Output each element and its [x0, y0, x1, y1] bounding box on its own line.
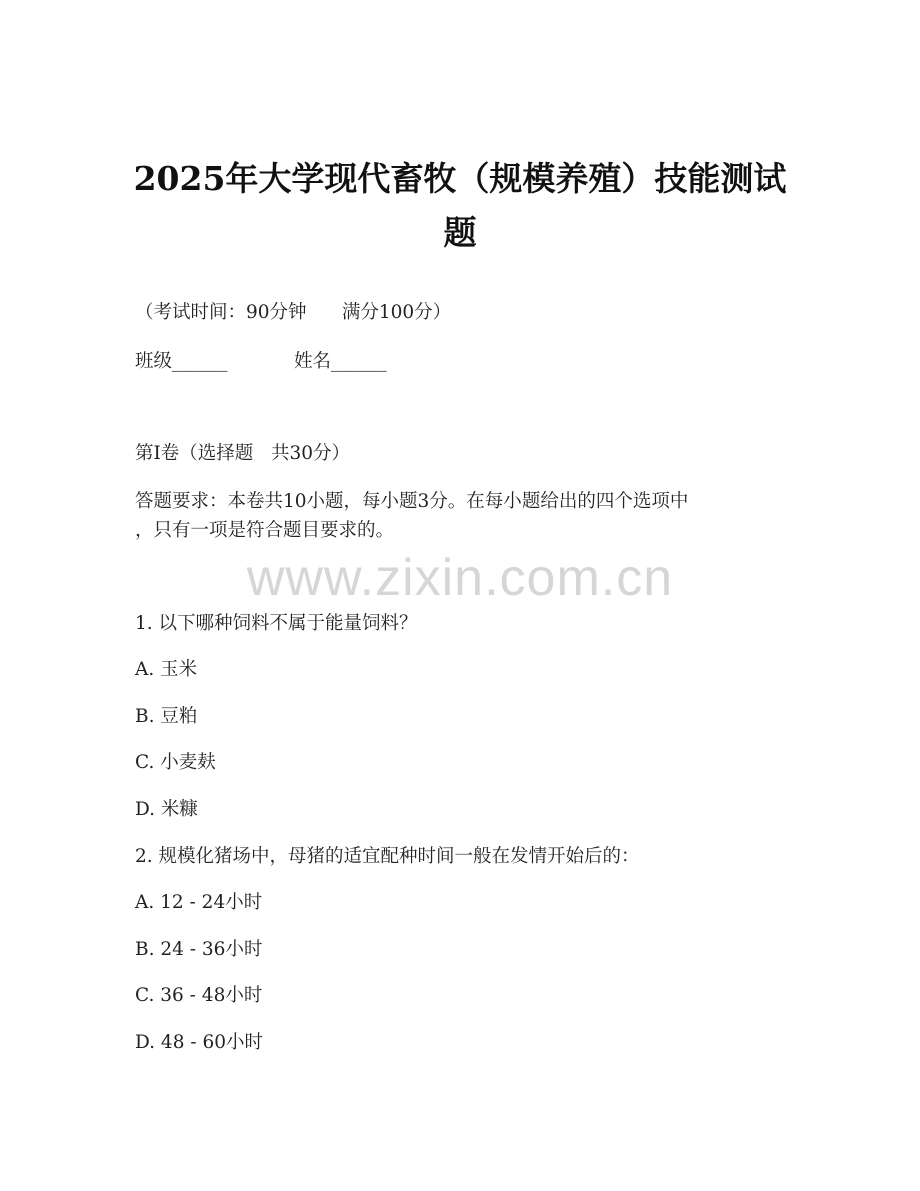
question-text: 1. 以下哪种饲料不属于能量饲料？ [135, 613, 418, 634]
class-field-label: 班级______ [135, 351, 228, 372]
watermark: www.zixin.com.cn [246, 549, 674, 607]
option-item: C. 36 - 48小时 [135, 985, 263, 1006]
section-heading: 第I卷（选择题 共30分） [135, 443, 350, 464]
instructions-line-1: 答题要求：本卷共10小题，每小题3分。在每小题给出的四个选项中 [135, 491, 689, 512]
option-item: B. 豆粕 [135, 706, 198, 727]
option-item: A. 玉米 [135, 659, 198, 680]
exam-info: （考试时间：90分钟 满分100分） [135, 302, 452, 323]
question-text: 2. 规模化猪场中，母猪的适宜配种时间一般在发情开始后的： [135, 846, 640, 867]
option-item: D. 48 - 60小时 [135, 1032, 264, 1053]
title-line-2: 题 [443, 213, 477, 252]
title-line-1: 2025年大学现代畜牧（规模养殖）技能测试 [133, 159, 787, 198]
option-item: A. 12 - 24小时 [135, 892, 263, 913]
option-item: B. 24 - 36小时 [135, 939, 263, 960]
option-item: C. 小麦麸 [135, 752, 216, 773]
name-field-label: 姓名______ [294, 351, 387, 372]
option-item: D. 米糠 [135, 799, 198, 820]
document-title [100, 152, 820, 260]
instructions-line-2: ，只有一项是符合题目要求的。 [135, 520, 395, 541]
